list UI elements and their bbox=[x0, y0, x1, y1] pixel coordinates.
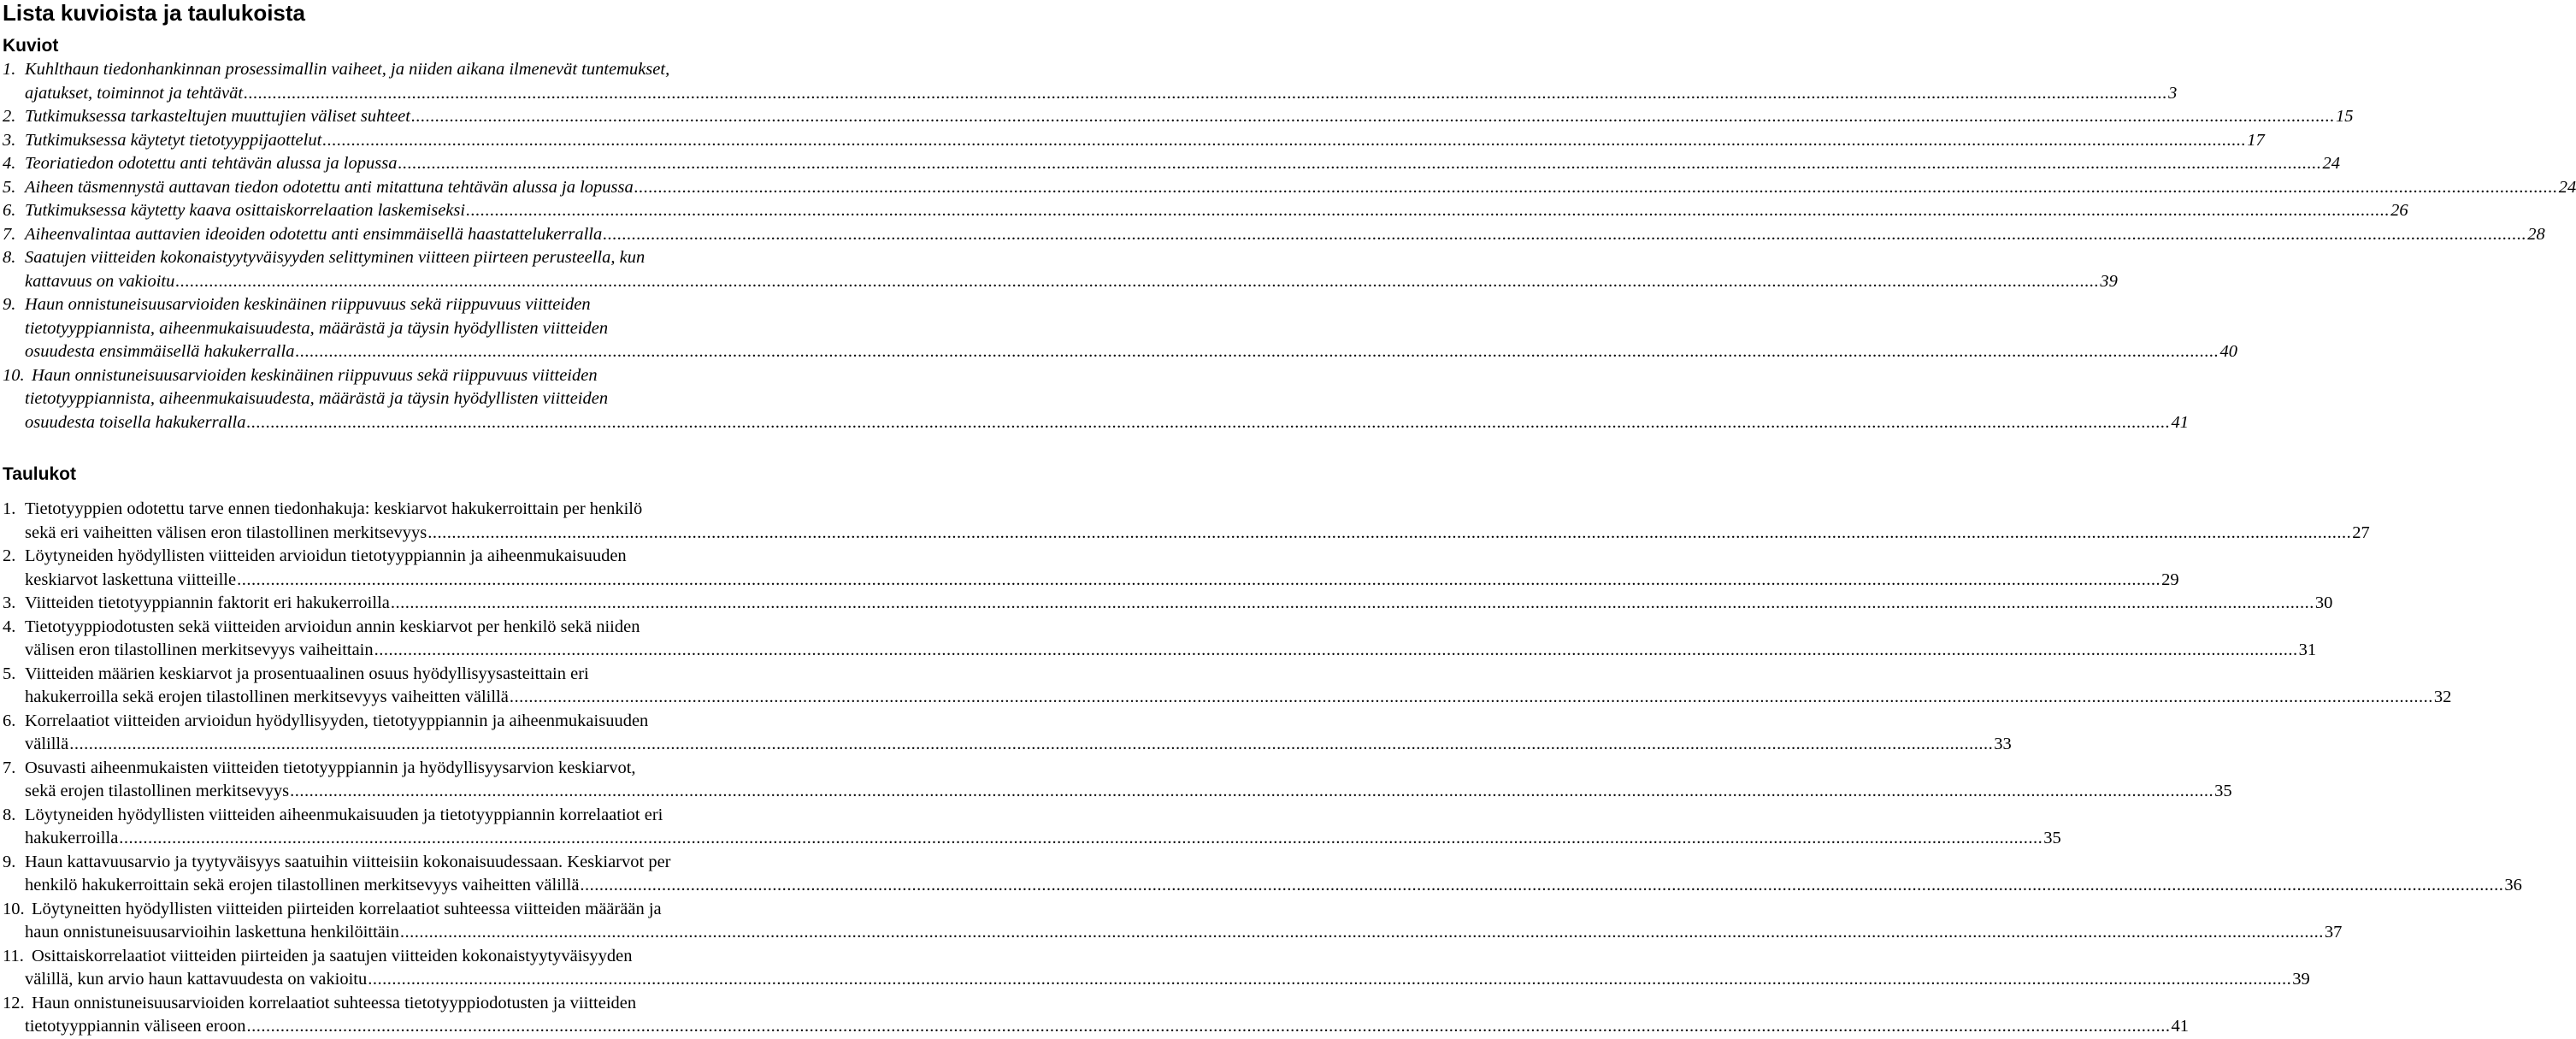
tables-entry-text: Viitteiden määrien keskiarvot ja prosentuaalinen osuus hyödyllisyysasteittain eri bbox=[25, 664, 589, 683]
figures-entry-text: Tutkimuksessa tarkasteltujen muuttujien väliset suhteet bbox=[25, 105, 411, 129]
tables-entry-number: 4. bbox=[3, 617, 16, 636]
dot-leader: ................................................................................................................................................................................................................................................................................................................................................................................................................ bbox=[237, 570, 2161, 589]
tables-entry-page: 32 bbox=[2433, 686, 2452, 710]
tables-entry-text: välillä, kun arvio haun kattavuudesta on vakioitu bbox=[25, 968, 368, 992]
dot-leader: ................................................................................................................................................................................................................................................................................................................................................................................................................ bbox=[246, 1017, 2171, 1036]
tables-entry-text: Osuvasti aiheenmukaisten viitteiden tietotyyppiannin ja hyödyllisyysarvion keskiarvot, bbox=[25, 758, 636, 777]
figures-entry[interactable] bbox=[0, 105, 2354, 129]
tables-entry-text: Haun onnistuneisuusarvioiden korrelaatiot suhteessa tietotyyppiodotusten ja viitteiden bbox=[32, 993, 637, 1012]
tables-entry-number: 11. bbox=[3, 946, 24, 965]
dot-leader: ................................................................................................................................................................................................................................................................................................................................................................................................................ bbox=[603, 224, 2527, 244]
figures-entry-number: 8. bbox=[3, 248, 16, 267]
figures-entry[interactable] bbox=[0, 364, 2190, 435]
page-title: Lista kuvioista ja taulukoista bbox=[3, 0, 305, 26]
tables-entry-text: keskiarvot laskettuna viitteille bbox=[25, 569, 237, 593]
tables-entry-text: hakukerroilla sekä erojen tilastollinen merkitsevyys vaiheitten välillä bbox=[25, 686, 510, 710]
figures-entry-number: 9. bbox=[3, 295, 16, 314]
dot-leader: ................................................................................................................................................................................................................................................................................................................................................................................................................ bbox=[69, 735, 1994, 753]
tables-entry-text: haun onnistuneisuusarvioihin laskettuna henkilöittäin bbox=[25, 921, 400, 945]
tables-entry-text: välisen eron tilastollinen merkitsevyys vaiheittain bbox=[25, 639, 374, 663]
tables-entry-text: Haun kattavuusarvio ja tyytyväisyys saatuihin viitteisiin kokonaisuudessaan. Keskiarvot per bbox=[25, 852, 671, 871]
dot-leader: ................................................................................................................................................................................................................................................................................................................................................................................................................ bbox=[390, 593, 2314, 612]
dot-leader: ................................................................................................................................................................................................................................................................................................................................................................................................................ bbox=[290, 782, 2214, 800]
tables-entry-number: 7. bbox=[3, 758, 16, 777]
tables-list bbox=[0, 498, 2522, 1039]
figures-entry[interactable] bbox=[0, 176, 2576, 200]
figures-entry-text: Kuhlthaun tiedonhankinnan prosessimallin vaiheet, ja niiden aikana ilmenevät tuntemukset, bbox=[25, 60, 670, 79]
tables-entry[interactable] bbox=[0, 992, 2189, 1039]
figures-entry-text: Teoriatiedon odotettu anti tehtävän alussa ja lopussa bbox=[25, 152, 398, 176]
tables-entry-number: 10. bbox=[3, 899, 25, 918]
figures-entry-text: kattavuus on vakioitu bbox=[25, 270, 175, 294]
figures-entry[interactable] bbox=[0, 293, 2237, 364]
tables-entry-page: 35 bbox=[2043, 827, 2061, 851]
tables-entry-number: 12. bbox=[3, 993, 25, 1012]
dot-leader: ................................................................................................................................................................................................................................................................................................................................................................................................................ bbox=[374, 641, 2298, 659]
figures-entry[interactable] bbox=[0, 223, 2545, 247]
tables-entry[interactable] bbox=[0, 898, 2343, 945]
tables-entry[interactable] bbox=[0, 545, 2179, 592]
dot-leader: ................................................................................................................................................................................................................................................................................................................................................................................................................ bbox=[399, 923, 2324, 942]
tables-entry[interactable] bbox=[0, 945, 2310, 992]
figures-entry-page: 15 bbox=[2335, 105, 2354, 129]
figures-entry-number: 6. bbox=[3, 201, 16, 220]
section-heading-figures: Kuviot bbox=[3, 36, 59, 56]
tables-entry-number: 8. bbox=[3, 805, 16, 824]
figures-entry-page: 41 bbox=[2171, 411, 2190, 435]
figures-entry[interactable] bbox=[0, 199, 2408, 223]
figures-entry-text: tietotyyppiannista, aiheenmukaisuudesta, määrästä ja täysin hyödyllisten viitteiden bbox=[25, 318, 609, 338]
dot-leader: ................................................................................................................................................................................................................................................................................................................................................................................................................ bbox=[580, 876, 2504, 894]
figures-entry-page: 24 bbox=[2321, 152, 2340, 176]
figures-entry-page: 3 bbox=[2167, 82, 2177, 106]
tables-entry-text: Osittaiskorrelaatiot viitteiden piirteiden ja saatujen viitteiden kokonaistyytyväisyyden bbox=[32, 946, 633, 965]
dot-leader: ................................................................................................................................................................................................................................................................................................................................................................................................................ bbox=[246, 412, 2171, 432]
tables-entry-text: Löytyneitten hyödyllisten viitteiden piirteiden korrelaatiot suhteessa viitteiden määrään ja bbox=[32, 899, 662, 918]
dot-leader: ................................................................................................................................................................................................................................................................................................................................................................................................................ bbox=[509, 688, 2433, 706]
tables-entry-page: 39 bbox=[2291, 968, 2310, 992]
dot-leader: ................................................................................................................................................................................................................................................................................................................................................................................................................ bbox=[410, 107, 2335, 126]
dot-leader: ................................................................................................................................................................................................................................................................................................................................................................................................................ bbox=[322, 130, 2247, 150]
tables-entry-page: 30 bbox=[2314, 592, 2333, 616]
figures-entry-text: Haun onnistuneisuusarvioiden keskinäinen riippuvuus sekä riippuvuus viitteiden bbox=[32, 365, 598, 385]
figures-entry-text: tietotyyppiannista, aiheenmukaisuudesta, määrästä ja täysin hyödyllisten viitteiden bbox=[25, 389, 609, 408]
tables-entry[interactable] bbox=[0, 757, 2232, 804]
figures-entry-number: 5. bbox=[3, 177, 16, 197]
tables-entry-text: Tietotyyppien odotettu tarve ennen tiedonhakuja: keskiarvot hakukerroittain per henkilö bbox=[25, 499, 643, 518]
tables-entry-page: 35 bbox=[2213, 780, 2232, 804]
tables-entry-number: 3. bbox=[3, 593, 16, 612]
dot-leader: ................................................................................................................................................................................................................................................................................................................................................................................................................ bbox=[244, 83, 2168, 103]
tables-entry-text: sekä eri vaiheitten välisen eron tilastollinen merkitsevyys bbox=[25, 522, 427, 546]
dot-leader: ................................................................................................................................................................................................................................................................................................................................................................................................................ bbox=[175, 271, 2100, 291]
tables-entry-text: välillä bbox=[25, 733, 69, 757]
tables-entry-page: 31 bbox=[2298, 639, 2317, 663]
section-heading-tables: Taulukot bbox=[3, 464, 76, 484]
dot-leader: ................................................................................................................................................................................................................................................................................................................................................................................................................ bbox=[119, 829, 2043, 847]
figures-entry-text: osuudesta ensimmäisellä hakukerralla bbox=[25, 340, 295, 364]
tables-entry[interactable] bbox=[0, 498, 2370, 545]
figures-entry-text: Aiheenvalintaa auttavien ideoiden odotettu anti ensimmäisellä haastattelukerralla bbox=[25, 223, 603, 247]
figures-list bbox=[0, 58, 2576, 434]
tables-entry[interactable] bbox=[0, 663, 2452, 710]
dot-leader: ................................................................................................................................................................................................................................................................................................................................................................................................................ bbox=[398, 154, 2322, 173]
figures-entry-number: 7. bbox=[3, 224, 16, 244]
figures-entry[interactable] bbox=[0, 152, 2340, 176]
figures-entry[interactable] bbox=[0, 129, 2265, 153]
tables-entry-page: 27 bbox=[2351, 522, 2370, 546]
tables-entry-text: Tietotyyppiodotusten sekä viitteiden arvioidun annin keskiarvot per henkilö sekä niiden bbox=[25, 617, 640, 636]
figures-entry[interactable] bbox=[0, 246, 2118, 293]
figures-entry-text: ajatukset, toiminnot ja tehtävät bbox=[25, 82, 244, 106]
tables-entry[interactable] bbox=[0, 804, 2061, 851]
figures-entry-page: 17 bbox=[2246, 129, 2265, 153]
tables-entry[interactable] bbox=[0, 851, 2522, 898]
tables-entry-number: 5. bbox=[3, 664, 16, 683]
dot-leader: ................................................................................................................................................................................................................................................................................................................................................................................................................ bbox=[295, 342, 2219, 361]
figures-entry-text: Aiheen täsmennystä auttavan tiedon odotettu anti mitattuna tehtävän alussa ja lopussa bbox=[25, 176, 634, 200]
tables-entry-text: Löytyneiden hyödyllisten viitteiden arvioidun tietotyyppiannin ja aiheenmukaisuuden bbox=[25, 546, 627, 565]
tables-entry[interactable] bbox=[0, 592, 2333, 616]
dot-leader: ................................................................................................................................................................................................................................................................................................................................................................................................................ bbox=[427, 522, 2352, 542]
tables-entry-number: 6. bbox=[3, 711, 16, 730]
tables-entry-number: 9. bbox=[3, 852, 16, 871]
dot-leader: ................................................................................................................................................................................................................................................................................................................................................................................................................ bbox=[368, 970, 2292, 989]
tables-entry-text: tietotyyppiannin väliseen eroon bbox=[25, 1015, 246, 1039]
tables-entry[interactable] bbox=[0, 710, 2012, 757]
tables-entry-text: henkilö hakukerroittain sekä erojen tilastollinen merkitsevyys vaiheitten välillä bbox=[25, 874, 580, 898]
tables-entry-page: 41 bbox=[2170, 1015, 2189, 1039]
tables-entry-page: 37 bbox=[2324, 921, 2343, 945]
tables-entry-text: Korrelaatiot viitteiden arvioidun hyödyllisyyden, tietotyyppiannin ja aiheenmukaisuuden bbox=[25, 711, 649, 730]
tables-entry-number: 2. bbox=[3, 546, 16, 565]
figures-entry-page: 40 bbox=[2219, 340, 2237, 364]
figures-entry-text: Tutkimuksessa käytetyt tietotyyppijaottelut bbox=[25, 129, 322, 153]
figures-entry-page: 26 bbox=[2390, 199, 2408, 223]
figures-entry-number: 3. bbox=[3, 130, 16, 150]
figures-entry-number: 2. bbox=[3, 107, 16, 126]
figures-entry[interactable] bbox=[0, 58, 2178, 105]
figures-entry-page: 24 bbox=[2558, 176, 2576, 200]
tables-entry-page: 29 bbox=[2160, 569, 2179, 593]
figures-entry-number: 1. bbox=[3, 60, 16, 79]
tables-entry-page: 33 bbox=[1993, 733, 2012, 757]
figures-entry-page: 28 bbox=[2526, 223, 2545, 247]
tables-entry-text: sekä erojen tilastollinen merkitsevyys bbox=[25, 780, 290, 804]
dot-leader: ................................................................................................................................................................................................................................................................................................................................................................................................................ bbox=[634, 177, 2558, 197]
tables-entry-text: Viitteiden tietotyyppiannin faktorit eri hakukerroilla bbox=[25, 592, 391, 616]
dot-leader: ................................................................................................................................................................................................................................................................................................................................................................................................................ bbox=[466, 201, 2390, 220]
figures-entry-number: 4. bbox=[3, 154, 16, 173]
figures-entry-text: Saatujen viitteiden kokonaistyytyväisyyden selittyminen viitteen piirteen perusteella, kun bbox=[25, 248, 645, 267]
figures-entry-text: Haun onnistuneisuusarvioiden keskinäinen riippuvuus sekä riippuvuus viitteiden bbox=[25, 295, 591, 314]
figures-entry-text: osuudesta toisella hakukerralla bbox=[25, 411, 247, 435]
figures-entry-number: 10. bbox=[3, 365, 25, 385]
figures-entry-page: 39 bbox=[2099, 270, 2118, 294]
tables-entry-number: 1. bbox=[3, 499, 16, 518]
tables-entry-page: 36 bbox=[2503, 874, 2522, 898]
tables-entry-text: hakukerroilla bbox=[25, 827, 119, 851]
tables-entry-text: Löytyneiden hyödyllisten viitteiden aiheenmukaisuuden ja tietotyyppiannin korrelaatiot eri bbox=[25, 805, 663, 824]
figures-entry-text: Tutkimuksessa käytetty kaava osittaiskorrelaation laskemiseksi bbox=[25, 199, 466, 223]
tables-entry[interactable] bbox=[0, 616, 2317, 663]
